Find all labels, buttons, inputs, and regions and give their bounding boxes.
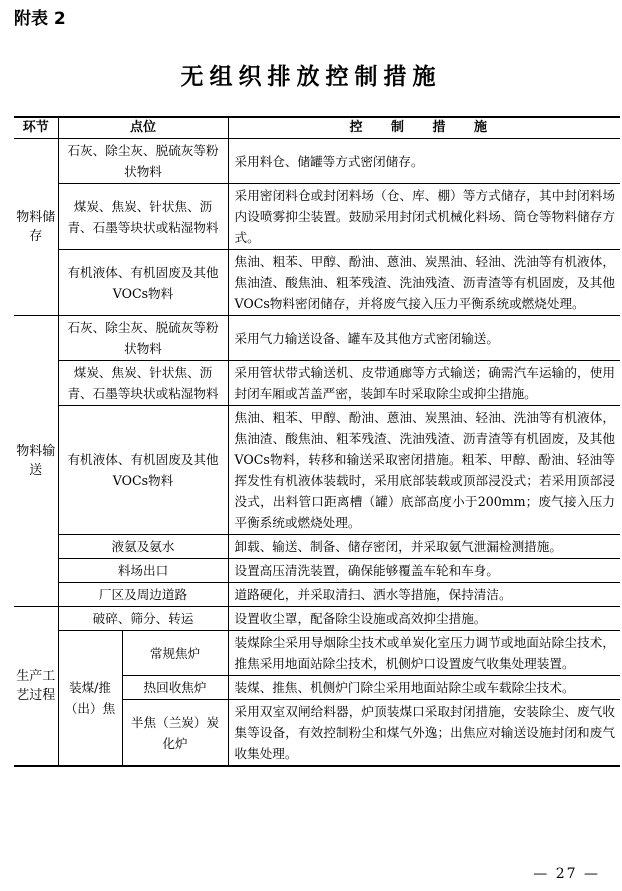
page-number: — 27 — (533, 866, 600, 882)
point-cell: 液氨及氨水 (58, 535, 228, 559)
point-cell: 有机液体、有机固废及其他VOCs物料 (58, 250, 228, 316)
table-row (14, 184, 620, 250)
header-measure: 控 制 措 施 (228, 117, 620, 139)
point-cell: 煤炭、焦炭、针状焦、沥青、石墨等块状或粘湿物料 (58, 184, 228, 250)
control-measures-table (14, 116, 620, 767)
stage-cell-storage: 物料储存 (14, 139, 58, 316)
page-title: 无组织排放控制措施 (180, 64, 442, 90)
measure-cell: 设置高压清洗装置，确保能够覆盖车轮和车身。 (228, 559, 620, 583)
measure-cell: 采用气力输送设备、罐车及其他方式密闭输送。 (228, 316, 620, 361)
measure-cell: 采用密闭料仓或封闭料场（仓、库、棚）等方式储存，其中封闭料场内设喷雾抑尘装置。鼓励采用封闭式机械化料场、筒仓等物料储存方式。 (228, 184, 620, 250)
measure-cell: 焦油、粗苯、甲醇、酚油、蒽油、炭黑油、轻油、洗油等有机液体，焦油渣、酸焦油、粗苯残渣、洗油残渣、沥青渣等有机固废，及其他VOCs物料密闭储存，并将废气接入压力平衡系统或燃烧处理。 (228, 250, 620, 316)
point-cell: 厂区及周边道路 (58, 583, 228, 607)
measure-cell: 采用管状带式输送机、皮带通廊等方式输送；确需汽车运输的，使用封闭车厢或苫盖严密，装卸车时采取除尘或抑尘措施。 (228, 361, 620, 406)
stage-cell-process: 生产工艺过程 (14, 607, 58, 767)
sub-point-cell: 半焦（兰炭）炭化炉 (122, 700, 228, 767)
measure-cell: 焦油、粗苯、甲醇、酚油、蒽油、炭黑油、轻油、洗油等有机液体，焦油渣、酸焦油、粗苯残渣、洗油残渣、沥青渣等有机固废，及其他VOCs物料，转移和输送采取密闭措施。粗苯、甲醇、酚油、轻油等挥发性有机液体装载时，采用底部装载或顶部浸没式；若采用顶部浸没式，出料管口距离槽（罐）底部高度小于200mm；废气接入压力平衡系统或燃烧处理。 (228, 406, 620, 535)
measure-cell: 采用双室双闸给料器，炉顶装煤口采取封闭措施，安装除尘、废气收集等设备，有效控制粉尘和煤气外逸；出焦应对输送设施封闭和废气收集处理。 (228, 700, 620, 767)
point-cell: 料场出口 (58, 559, 228, 583)
measure-cell: 道路硬化，并采取清扫、洒水等措施，保持清洁。 (228, 583, 620, 607)
point-cell: 破碎、筛分、转运 (58, 607, 228, 631)
point-cell: 有机液体、有机固废及其他VOCs物料 (58, 406, 228, 535)
point-cell: 煤炭、焦炭、针状焦、沥青、石墨等块状或粘湿物料 (58, 361, 228, 406)
table-row (14, 139, 620, 184)
stage-cell-transport: 物料输送 (14, 316, 58, 607)
appendix-label: 附表 2 (14, 9, 66, 29)
table-row (14, 316, 620, 361)
measure-cell: 卸载、输送、制备、储存密闭，并采取氨气泄漏检测措施。 (228, 535, 620, 559)
measure-cell: 采用料仓、储罐等方式密闭储存。 (228, 139, 620, 184)
table-header-row (14, 117, 620, 139)
table-row (14, 406, 620, 535)
measure-cell: 设置收尘罩，配备除尘设施或高效抑尘措施。 (228, 607, 620, 631)
sub-point-cell: 热回收焦炉 (122, 676, 228, 700)
table-row (14, 250, 620, 316)
measure-cell: 装煤除尘采用导烟除尘技术或单炭化室压力调节或地面站除尘技术，推焦采用地面站除尘技术，机侧炉口设置废气收集处理装置。 (228, 631, 620, 676)
point-cell: 石灰、除尘灰、脱硫灰等粉状物料 (58, 139, 228, 184)
table-row (14, 607, 620, 631)
table-row (14, 535, 620, 559)
table-row (14, 559, 620, 583)
table-row (14, 631, 620, 676)
table-row (14, 583, 620, 607)
header-stage: 环节 (14, 117, 58, 139)
measure-cell: 装煤、推焦、机侧炉门除尘采用地面站除尘或车载除尘技术。 (228, 676, 620, 700)
header-point: 点位 (58, 117, 228, 139)
table-row (14, 361, 620, 406)
subgroup-cell-coking: 装煤/推（出）焦 (58, 631, 122, 767)
point-cell: 石灰、除尘灰、脱硫灰等粉状物料 (58, 316, 228, 361)
sub-point-cell: 常规焦炉 (122, 631, 228, 676)
